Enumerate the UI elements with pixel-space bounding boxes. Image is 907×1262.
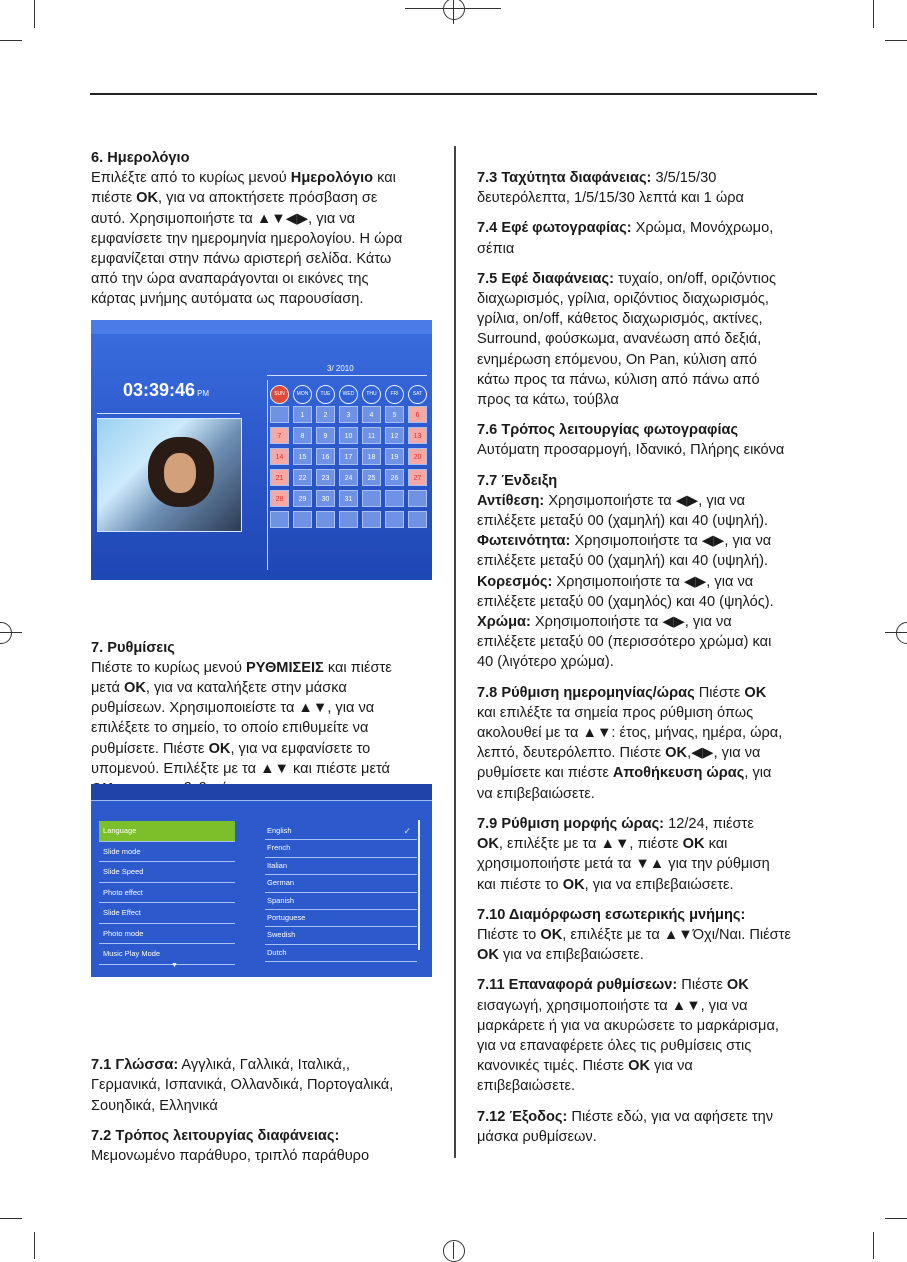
calendar-day-cell[interactable]: 22	[293, 469, 312, 486]
text-line: Πιέστε το κυρίως μενού ΡΥΘΜΙΣΕΙΣ και πιέστε	[91, 659, 392, 676]
text-line: προς τα κάτω, τούβλα	[477, 392, 619, 409]
calendar-day-cell[interactable]	[339, 511, 358, 528]
section-block	[477, 975, 822, 1096]
text-line: επιλέξετε μεταξύ 00 (χαμηλή) και 40 (υψηλή).	[477, 553, 768, 570]
text-line: 7.5 Εφέ διαφάνειας: τυχαίο, on/off, οριζόντιος	[477, 270, 776, 287]
settings-screenshot	[91, 784, 432, 977]
calendar-day-cell[interactable]: 18	[362, 448, 381, 465]
calendar-day-cell[interactable]: 16	[316, 448, 335, 465]
section-block	[477, 814, 822, 895]
calendar-day-cell[interactable]	[362, 511, 381, 528]
section-block	[477, 905, 822, 966]
text-line: μάσκα ρυθμίσεων.	[477, 1128, 597, 1145]
calendar-day-cell[interactable]: 4	[362, 406, 381, 423]
calendar-day-cell[interactable]: 29	[293, 490, 312, 507]
text-line: σέπια	[477, 240, 515, 257]
text-line: γρίλια, on/off, κάθετος διαχωρισμός, ακτίνες,	[477, 311, 763, 328]
language-option[interactable]: Italian	[265, 858, 417, 875]
right-column	[477, 168, 822, 1147]
calendar-day-cell[interactable]: 21	[270, 469, 289, 486]
calendar-day-cell[interactable]: 11	[362, 427, 381, 444]
text-line: και επιλέξτε τα σημεία προς ρύθμιση όπως	[477, 704, 754, 721]
section-block	[477, 218, 822, 258]
language-option[interactable]: Spanish	[265, 893, 417, 910]
text-line: ακολουθεί με τα ▲▼: έτος, μήνας, ημέρα, ώρα,	[477, 725, 783, 742]
text-line: από την ώρα αναπαράγονται οι εικόνες της	[91, 271, 369, 288]
text-line: ρυθμίσετε. Πιέστε OK, για να εμφανίσετε το	[91, 740, 371, 757]
calendar-month: 3/ 2010	[327, 364, 354, 373]
text-line: να επιβεβαιώσετε.	[477, 785, 595, 802]
more-down-icon: ▼	[171, 962, 178, 969]
weekday-label: FRI	[385, 385, 404, 404]
calendar-day-cell[interactable]: 6	[408, 406, 427, 423]
calendar-day-cell[interactable]	[270, 511, 289, 528]
calendar-day-cell[interactable]: 26	[385, 469, 404, 486]
text-line: εμφανίσετε την ημερομηνία ημερολογίου. Η ώρα	[91, 230, 403, 247]
text-line: 7.12 Έξοδος: Πιέστε εδώ, για να αφήσετε την	[477, 1108, 774, 1125]
text-line: Surround, φούσκωμα, ανανέωση από δεξιά,	[477, 331, 762, 348]
settings-menu-item[interactable]: Slide mode	[99, 842, 235, 863]
calendar-screenshot	[91, 320, 432, 580]
calendar-day-cell[interactable]: 3	[339, 406, 358, 423]
text-line: Επιλέξτε από το κυρίως μενού Ημερολόγιο και	[91, 170, 396, 187]
weekday-label: THU	[362, 385, 381, 404]
text-line: 7.11 Επαναφορά ρυθμίσεων: Πιέστε OK	[477, 977, 749, 994]
crop-mark	[0, 40, 22, 41]
text-line: OK για να επιβεβαιώσετε.	[477, 947, 644, 964]
registration-mark	[0, 622, 12, 644]
calendar-day-cell[interactable]: 7	[270, 427, 289, 444]
calendar-day-cell[interactable]: 1	[293, 406, 312, 423]
header-rule	[90, 93, 817, 95]
crop-mark	[34, 0, 35, 28]
text-line: 7.6 Τρόπος λειτουργίας φωτογραφίας	[477, 422, 739, 439]
section-block	[477, 471, 822, 673]
slideshow-photo	[97, 418, 242, 532]
language-list	[265, 823, 417, 962]
text-line: δευτερόλεπτα, 1/5/15/30 λεπτά και 1 ώρα	[477, 190, 744, 207]
language-option[interactable]: French	[265, 840, 417, 857]
language-option[interactable]: German	[265, 875, 417, 892]
clock-readout: 03:39:46 PM	[123, 380, 210, 400]
crop-mark	[0, 1218, 22, 1219]
text-line: ρυθμίσετε και πιέστε Αποθήκευση ώρας, για	[477, 765, 772, 782]
section-block	[477, 420, 822, 460]
weekday-label: WED	[339, 385, 358, 404]
calendar-day-cell[interactable]: 5	[385, 406, 404, 423]
registration-mark	[896, 622, 907, 644]
screen-status-bar	[91, 320, 432, 334]
section-block	[477, 683, 822, 804]
crop-mark	[873, 0, 874, 28]
text-line: επιλέξετε μεταξύ 00 (χαμηλή) και 40 (υψηλή).	[477, 513, 768, 530]
section-7-2	[91, 1126, 446, 1166]
text-line: μαρκάρετε ή για να ακυρώσετε το μαρκάρισμα,	[477, 1017, 779, 1034]
divider-line	[91, 800, 432, 801]
text-line: Κορεσμός: Χρησιμοποιήστε τα ◀▶, για να	[477, 573, 754, 590]
text-line: αυτό. Χρησιμοποιήστε τα ▲▼◀▶, για να	[91, 210, 356, 227]
section-block	[477, 269, 822, 410]
calendar-day-cell[interactable]: 10	[339, 427, 358, 444]
text-line: για να επαναφέρετε όλες τις ρυθμίσεις στις	[477, 1037, 752, 1054]
text-line: κάτω προς τα πάνω, κύλιση από πάνω από	[477, 371, 760, 388]
registration-mark	[405, 8, 501, 9]
calendar-day-cell[interactable]: 20	[408, 448, 427, 465]
text-line: επιλέξετε το σημείο, το οποίο επιθυμείτε να	[91, 720, 369, 737]
section-7-body	[91, 658, 446, 799]
settings-menu-item[interactable]: Slide Effect	[99, 903, 235, 924]
section-6-title: 6. Ημερολόγιο	[91, 150, 190, 166]
settings-menu-item[interactable]: Photo effect	[99, 883, 235, 904]
scrollbar	[418, 820, 420, 950]
text-line: 7.9 Ρύθμιση μορφής ώρας: 12/24, πιέστε	[477, 815, 754, 832]
weekday-label: SAT	[408, 385, 427, 404]
language-option[interactable]: Portuguese	[265, 910, 417, 927]
section-block	[477, 168, 822, 208]
text-line: 7.8 Ρύθμιση ημερομηνίας/ώρας Πιέστε OK	[477, 684, 767, 701]
calendar-day-cell[interactable]	[408, 511, 427, 528]
crop-mark	[885, 40, 907, 41]
calendar-day-cell[interactable]	[385, 511, 404, 528]
text-line: υπομενού. Επιλέξτε με τα ▲▼ και πιέστε μετά	[91, 760, 390, 777]
calendar-day-cell[interactable]: 28	[270, 490, 289, 507]
calendar-day-cell[interactable]: 13	[408, 427, 427, 444]
language-option[interactable]: English ✓	[265, 823, 417, 840]
calendar-day-cell[interactable]: 14	[270, 448, 289, 465]
crop-mark	[885, 1218, 907, 1219]
section-6-body	[91, 168, 446, 309]
divider-line	[267, 380, 268, 570]
section-7-1	[91, 1055, 446, 1116]
registration-mark	[453, 0, 454, 24]
text-line: 7.4 Εφέ φωτογραφίας: Χρώμα, Μονόχρωμο,	[477, 220, 774, 237]
section-block	[477, 1107, 822, 1147]
calendar-day-cell[interactable]: 15	[293, 448, 312, 465]
calendar-day-cell[interactable]	[270, 406, 289, 423]
weekday-label: SUN	[270, 385, 289, 404]
settings-menu-item[interactable]: Language	[99, 821, 235, 842]
crop-mark	[34, 1232, 35, 1259]
text-line: εισαγωγή, χρησιμοποιήστε τα ▲▼, για να	[477, 997, 748, 1014]
calendar-day-cell[interactable]: 9	[316, 427, 335, 444]
calendar-day-cell[interactable]: 2	[316, 406, 335, 423]
calendar-day-cell[interactable]: 24	[339, 469, 358, 486]
calendar-day-cell[interactable]: 27	[408, 469, 427, 486]
text-line: Πιέστε το OK, επιλέξτε με τα ▲▼Όχι/Ναι. Πιέστε	[477, 926, 791, 943]
calendar-day-cell[interactable]: 8	[293, 427, 312, 444]
language-option[interactable]: Swedish	[265, 927, 417, 944]
calendar-day-cell[interactable]: 19	[385, 448, 404, 465]
text-line: 7.7 Ένδειξη	[477, 472, 558, 489]
screen-title-bar	[91, 784, 432, 800]
text-line: Χρώμα: Χρησιμοποιήστε τα ◀▶, για να	[477, 614, 732, 631]
registration-mark	[443, 0, 465, 20]
text-line: Φωτεινότητα: Χρησιμοποιήστε τα ◀▶, για να	[477, 533, 772, 550]
column-divider	[454, 146, 456, 1158]
calendar-day-cell[interactable]: 30	[316, 490, 335, 507]
text-line: εμφανίζεται στην πάνω αριστερή σελίδα. Κάτω	[91, 251, 392, 268]
text-line: διαχωρισμός, γρίλια, οριζόντιος διαχωρισμός,	[477, 291, 769, 308]
text-line: OK, επιλέξτε με τα ▲▼, πιέστε OK και	[477, 836, 728, 853]
divider-line	[97, 413, 240, 414]
settings-menu-item[interactable]: Photo mode	[99, 924, 235, 945]
settings-menu-item[interactable]: Slide Speed	[99, 862, 235, 883]
settings-menu-item[interactable]: Music Play Mode	[99, 944, 235, 965]
registration-mark	[885, 632, 907, 633]
text-line: και πιέστε το OK, για να επιβεβαιώσετε.	[477, 876, 734, 893]
text-line: επιλέξετε μεταξύ 00 (περισσότερο χρώμα) και	[477, 634, 772, 651]
check-icon: ✓	[403, 826, 411, 836]
calendar-day-cell[interactable]: 23	[316, 469, 335, 486]
registration-mark	[0, 632, 22, 633]
calendar-day-cell[interactable]	[293, 511, 312, 528]
text-line: κάρτας μνήμης αυτόματα ως παρουσίαση.	[91, 291, 364, 308]
text-line: 7.10 Διαμόρφωση εσωτερικής μνήμης:	[477, 906, 746, 923]
text-line: ενημέρωση επόμενου, On Pan, κύλιση από	[477, 351, 758, 368]
registration-mark	[453, 1242, 454, 1259]
text-line: Αυτόματη προσαρμογή, Ιδανικό, Πλήρης εικόνα	[477, 442, 785, 459]
text-line: ρυθμίσεων. Χρησιμοποιείστε τα ▲▼, για να	[91, 700, 375, 717]
text-line: 40 (λιγότερο χρώμα).	[477, 654, 614, 671]
calendar-day-cell[interactable]: 17	[339, 448, 358, 465]
text-line: Γερμανικά, Ισπανικά, Ολλανδικά, Πορτογαλικά,	[91, 1077, 394, 1094]
text-line: μετά OK, για να καταλήξετε στην μάσκα	[91, 680, 347, 697]
calendar-day-cell[interactable]	[362, 490, 381, 507]
text-line: κανονικές τιμές. Πιέστε OK για να	[477, 1058, 693, 1075]
calendar-day-cell[interactable]	[385, 490, 404, 507]
calendar-day-cell[interactable]	[408, 490, 427, 507]
text-line: Αντίθεση: Χρησιμοποιήστε τα ◀▶, για να	[477, 492, 746, 509]
section-7-title: 7. Ρυθμίσεις	[91, 639, 175, 656]
calendar-day-cell[interactable]: 25	[362, 469, 381, 486]
left-column	[91, 148, 446, 1166]
text-line: 7.2 Τρόπος λειτουργίας διαφάνειας:	[91, 1127, 340, 1144]
settings-menu	[99, 821, 235, 965]
calendar-day-cell[interactable]	[316, 511, 335, 528]
text-line: επιλέξετε μεταξύ 00 (χαμηλός) και 40 (ψηλός).	[477, 593, 774, 610]
text-line: πιέστε OK, για να αποκτήσετε πρόσβαση σε	[91, 190, 378, 207]
weekday-label: MON	[293, 385, 312, 404]
weekday-label: TUE	[316, 385, 335, 404]
text-line: Μεμονωμένο παράθυρο, τριπλό παράθυρο	[91, 1148, 370, 1165]
text-line: χρησιμοποιήστε μετά τα ▼▲ για την ρύθμιση	[477, 856, 770, 873]
divider-line	[267, 375, 427, 376]
language-option[interactable]: Dutch	[265, 945, 417, 962]
crop-mark	[873, 1232, 874, 1259]
calendar-day-cell[interactable]: 12	[385, 427, 404, 444]
text-line: 7.3 Ταχύτητα διαφάνειας: 3/5/15/30	[477, 170, 717, 186]
text-line: λεπτό, δευτερόλεπτο. Πιέστε OK,◀▶, για να	[477, 745, 761, 762]
text-line: 7.1 Γλώσσα: Αγγλικά, Γαλλικά, Ιταλικά,,	[91, 1057, 350, 1074]
text-line: επιβεβαιώσετε.	[477, 1078, 576, 1095]
text-line: Σουηδικά, Ελληνικά	[91, 1097, 218, 1114]
calendar-day-cell[interactable]: 31	[339, 490, 358, 507]
